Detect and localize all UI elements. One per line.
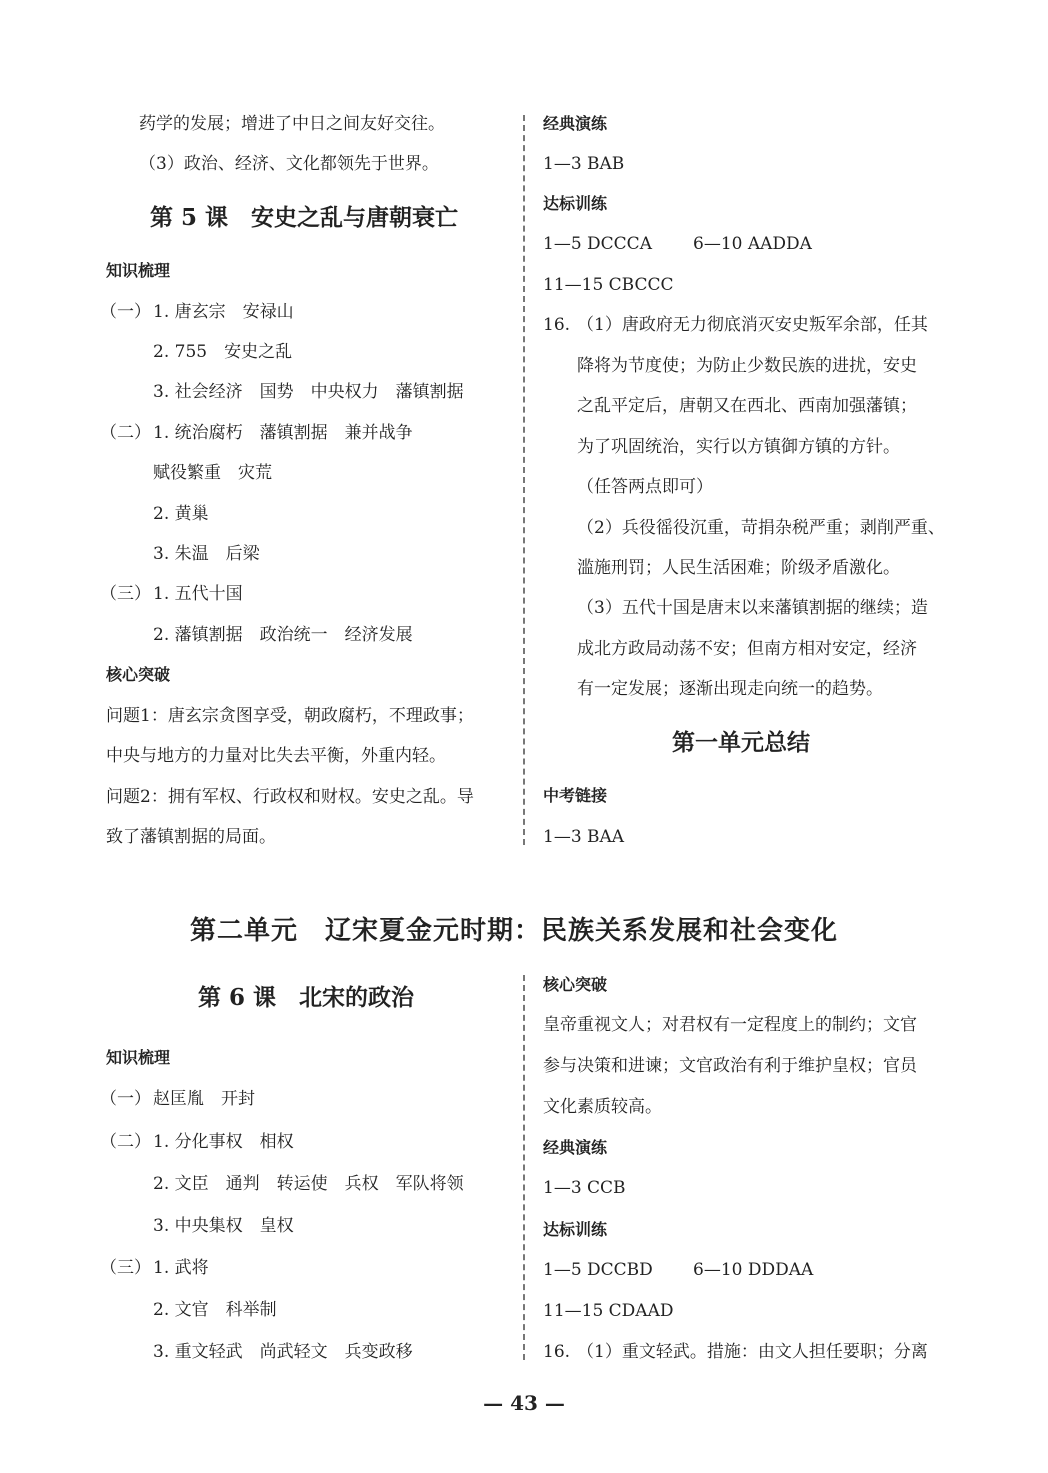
list-item: 1. 唐玄宗 安禄山 (153, 302, 294, 322)
paragraph-line: 问题2：拥有军权、行政权和财权。安史之乱。导 (106, 787, 474, 807)
section-heading-core: 核心突破 (106, 665, 171, 684)
item-label: （一） (100, 1089, 151, 1109)
paragraph-line: 问题1：唐玄宗贪图享受，朝政腐朽，不理政事； (106, 706, 474, 726)
item-label: （三） (100, 584, 151, 604)
section-heading-classic: 经典演练 (543, 1138, 608, 1157)
list-item: 2. 755 安史之乱 (153, 342, 293, 362)
paragraph-line: 致了藩镇割据的局面。 (106, 827, 276, 847)
column-divider (523, 115, 525, 845)
unit-summary-title: 第一单元总结 (672, 729, 810, 756)
paragraph-line: 中央与地方的力量对比失去平衡，外重内轻。 (106, 746, 446, 766)
paragraph-line: 参与决策和进谏；文官政治有利于维护皇权；官员 (543, 1056, 917, 1076)
answer-line: 11—15 CDAAD (543, 1301, 674, 1321)
answer-line: 11—15 CBCCC (543, 275, 674, 295)
list-item: 2. 文官 科举制 (153, 1300, 277, 1320)
section-heading-knowledge: 知识梳理 (106, 1048, 171, 1067)
lesson-5-title: 第 5 课 安史之乱与唐朝衰亡 (150, 204, 459, 231)
answer-line: （1）重文轻武。措施：由文人担任要职；分离 (577, 1342, 928, 1362)
answer-line: （2）兵役徭役沉重，苛捐杂税严重；剥削严重、 (577, 518, 945, 538)
answer-line: 1—5 DCCBD (543, 1260, 653, 1280)
item-label: （一） (100, 302, 151, 322)
list-item: 2. 文臣 通判 转运使 兵权 军队将领 (153, 1174, 464, 1194)
column-divider (523, 975, 525, 1360)
answer-line: 1—3 BAB (543, 154, 625, 174)
item-label: （三） (100, 1258, 151, 1278)
list-item: 赵匡胤 开封 (153, 1089, 255, 1109)
section-heading-classic: 经典演练 (543, 114, 608, 133)
section-heading-target: 达标训练 (543, 194, 608, 213)
section-heading-target: 达标训练 (543, 1220, 608, 1239)
list-item: 3. 中央集权 皇权 (153, 1216, 294, 1236)
page-number: — 43 — (483, 1391, 565, 1415)
list-item: 赋役繁重 灾荒 (153, 463, 272, 483)
paragraph-line: 药学的发展；增进了中日之间友好交往。 (139, 114, 445, 134)
answer-line: （3）五代十国是唐末以来藩镇割据的继续；造 (577, 598, 928, 618)
list-item: 3. 重文轻武 尚武轻文 兵变政移 (153, 1342, 413, 1362)
list-item: 1. 统治腐朽 藩镇割据 兼并战争 (153, 423, 413, 443)
paragraph-line: 皇帝重视文人；对君权有一定程度上的制约；文官 (543, 1015, 917, 1035)
unit-2-title: 第二单元 辽宋夏金元时期：民族关系发展和社会变化 (190, 916, 839, 946)
answer-line: 1—3 BAA (543, 827, 625, 847)
question-number: 16. (543, 315, 571, 335)
section-heading-exam: 中考链接 (543, 786, 608, 805)
answer-line: 1—3 CCB (543, 1178, 626, 1198)
answer-line: （任答两点即可） (577, 477, 713, 497)
item-label: （二） (100, 1132, 151, 1152)
section-heading-knowledge: 知识梳理 (106, 261, 171, 280)
item-label: （二） (100, 423, 151, 443)
lesson-6-title: 第 6 课 北宋的政治 (198, 984, 415, 1011)
answer-line: 降将为节度使；为防止少数民族的进扰，安史 (577, 356, 917, 376)
list-item: 2. 藩镇割据 政治统一 经济发展 (153, 625, 413, 645)
paragraph-line: （3）政治、经济、文化都领先于世界。 (139, 154, 439, 174)
section-heading-core: 核心突破 (543, 975, 608, 994)
list-item: 3. 社会经济 国势 中央权力 藩镇割据 (153, 382, 464, 402)
list-item: 3. 朱温 后梁 (153, 544, 260, 564)
list-item: 1. 分化事权 相权 (153, 1132, 294, 1152)
answer-line: 为了巩固统治，实行以方镇御方镇的方针。 (577, 437, 900, 457)
answer-line: 1—5 DCCCA (543, 234, 652, 254)
list-item: 1. 五代十国 (153, 584, 243, 604)
list-item: 1. 武将 (153, 1258, 209, 1278)
paragraph-line: 文化素质较高。 (543, 1097, 662, 1117)
answer-line: （1）唐政府无力彻底消灭安史叛军余部，任其 (577, 315, 928, 335)
answer-line: 之乱平定后，唐朝又在西北、西南加强藩镇； (577, 396, 917, 416)
answer-line: 6—10 AADDA (693, 234, 812, 254)
answer-line: 成北方政局动荡不安；但南方相对安定，经济 (577, 639, 917, 659)
answer-line: 滥施刑罚；人民生活困难；阶级矛盾激化。 (577, 558, 900, 578)
question-number: 16. (543, 1342, 571, 1362)
list-item: 2. 黄巢 (153, 504, 209, 524)
answer-line: 6—10 DDDAA (693, 1260, 814, 1280)
answer-line: 有一定发展；逐渐出现走向统一的趋势。 (577, 679, 883, 699)
